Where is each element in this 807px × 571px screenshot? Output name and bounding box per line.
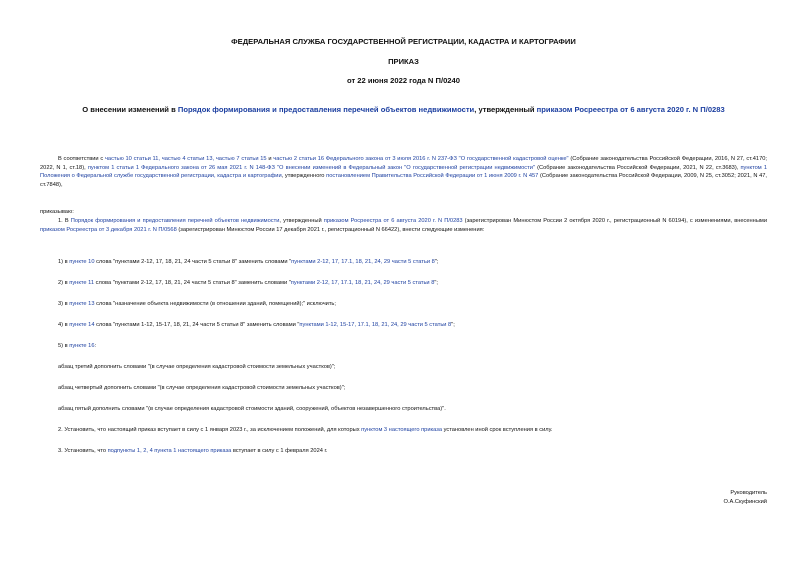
sub1-text-2: слова "пунктами 2-12, 17, 18, 21, 24 части 5 статьи 8" заменить словами " <box>94 259 292 265</box>
preamble-text-4: (Собрание законодательства Российской Федерации, 2021, N 22, ст.3683), <box>534 164 741 171</box>
sub1-link-new-wording[interactable]: пунктами 2-12, 17, 17.1, 18, 21, 24, 29 части 5 статьи 8 <box>291 259 435 265</box>
paragraph-3-addition: абзац третий дополнить словами "(в случае определения кадастровой стоимости земельных участков)"; <box>58 364 336 370</box>
sub2-text-2: слова "пунктами 2-12, 17, 18, 21, 24 части 5 статьи 8" заменить словами " <box>94 280 291 286</box>
sub3-link-point[interactable]: пункте 13 <box>69 301 95 307</box>
subitem-2 <box>58 279 767 288</box>
item2-link-point-3[interactable]: пунктом 3 настоящего приказа <box>361 427 442 433</box>
item1-text-3: (зарегистрирован Минюстом России 2 октября 2020 г., регистрационный N 60194), с изменениями, внесенными <box>462 218 767 224</box>
sub1-text-1: 1) в <box>58 259 70 265</box>
sub2-link-new-wording[interactable]: пунктами 2-12, 17, 17.1, 18, 21, 24, 29 части 5 статьи 8 <box>290 280 435 286</box>
item3-text-1: 3. Установить, что <box>58 448 108 454</box>
subitem-5 <box>58 342 767 351</box>
sub5-text-1: 5) в <box>58 343 70 349</box>
item1-link-order-0283[interactable]: приказом Росреестра от 6 августа 2020 г. N П/0283 <box>323 218 463 224</box>
signature-block <box>723 489 767 507</box>
item-2 <box>58 426 767 435</box>
item1-text-2: , утвержденный <box>279 218 324 224</box>
order-word: приказываю: <box>40 209 74 215</box>
preamble-text-5: , утвержденного <box>281 173 327 179</box>
title-prefix: О внесении изменений в <box>82 105 178 114</box>
item-3 <box>58 447 767 456</box>
item2-text-1: 2. Установить, что настоящий приказ вступает в силу с 1 января 2023 г., за исключением положений, для которых <box>58 427 362 433</box>
item1-text-4: (зарегистрирован Минюстом России 17 декабря 2021 г., регистрационный N 66422), внести следующие изменения: <box>176 226 485 233</box>
title-link-procedure[interactable]: Порядок формирования и предоставления перечней объектов недвижимости <box>177 105 475 114</box>
sub3-text-1: 3) в <box>58 301 70 307</box>
preamble-link-resolution-457[interactable]: постановлением Правительства Российской Федерации от 1 июня 2009 г. N 457 <box>326 173 539 179</box>
paragraph-5-addition: абзац пятый дополнить словами "(в случае определения кадастровой стоимости зданий, сооружений, объектов незавершенного строительства)". <box>58 406 446 412</box>
item1-text-1: 1. В <box>58 218 71 224</box>
preamble-link-articles[interactable]: частью 10 статьи 11, частью 4 статьи 13, частью 7 статьи 15 <box>104 156 267 162</box>
item1-link-procedure[interactable]: Порядок формирования и предоставления перечней объектов недвижимости <box>70 218 280 224</box>
subitem-3 <box>58 300 767 309</box>
agency-heading: ФЕДЕРАЛЬНАЯ СЛУЖБА ГОСУДАРСТВЕННОЙ РЕГИСТРАЦИИ, КАДАСТРА И КАРТОГРАФИИ <box>231 37 576 46</box>
paragraph-4-addition: абзац четвертый дополнить словами "(в случае определения кадастровой стоимости земельных участков)"; <box>58 385 346 391</box>
sub1-link-point[interactable]: пункте 10 <box>69 259 95 265</box>
sub4-text-3: "; <box>451 322 455 328</box>
item3-text-2: вступает в силу с 1 февраля 2024 г. <box>231 448 328 454</box>
preamble-text-2: и <box>266 156 274 162</box>
preamble-text-1: В соответствии с <box>58 156 105 162</box>
item1-link-order-0568[interactable]: приказом Росреестра от 3 декабря 2021 г. N П/0568 <box>40 226 177 233</box>
subitem-4 <box>58 321 767 330</box>
item3-link-subpoints[interactable]: подпункты 1, 2, 4 пункта 1 настоящего приказа <box>107 448 232 454</box>
sub1-text-3: "; <box>434 259 439 265</box>
sub3-text-2: слова "назначение объекта недвижимости (в отношении зданий, помещений);" исключить; <box>94 301 336 307</box>
title-link-order-0283[interactable]: приказом Росреестра от 6 августа 2020 г. N П/0283 <box>536 105 725 114</box>
signature-name: О.А.Скуфинский <box>723 499 767 505</box>
sub5-text-2: : <box>94 343 97 349</box>
preamble-link-148fz[interactable]: пунктом 1 статьи 1 Федерального закона от 26 мая 2021 г. N 148-ФЗ "О внесении изменений в Федеральный закон "О государственной регистрации недвижимости" <box>87 164 535 171</box>
sub4-link-new-wording[interactable]: пунктами 1-12, 15-17, 17.1, 18, 21, 24, 29 части 5 статьи 8 <box>299 322 452 328</box>
sub5-link-point[interactable]: пункте 16 <box>69 343 95 349</box>
preamble-link-237fz[interactable]: частью 2 статьи 16 Федерального закона от 3 июля 2016 г. N 237-ФЗ "О государственной кадастровой оценке" <box>273 156 569 162</box>
signature-role: Руководитель <box>730 490 767 496</box>
doc-type: ПРИКАЗ <box>388 57 419 66</box>
subitem-1 <box>58 258 767 267</box>
preamble <box>40 155 767 189</box>
sub4-text-1: 4) в <box>58 322 70 328</box>
sub2-link-point[interactable]: пункте 11 <box>69 280 95 286</box>
preamble-text-3: (Собрание законодательства Российской Федерации, 2016, N 27, ст.4170; 2022, N 1, ст.18), <box>40 156 767 171</box>
preamble-text-6: (Собрание законодательства Российской Федерации, 2009, N 25, ст.3052; 2021, N 47, ст.7848), <box>40 173 767 188</box>
order-title <box>40 104 767 115</box>
sub2-text-3: "; <box>434 280 438 286</box>
preamble-link-regulation[interactable]: пунктом 1 Положения о Федеральной службе государственной регистрации, кадастра и картографии <box>40 164 768 179</box>
sub2-text-1: 2) в <box>58 280 70 286</box>
sub4-link-point[interactable]: пункте 14 <box>69 322 95 328</box>
title-middle: , утвержденный <box>474 105 537 114</box>
date-number: от 22 июня 2022 года N П/0240 <box>347 76 460 85</box>
sub4-text-2: слова "пунктами 1-12, 15-17, 18, 21, 24 части 5 статьи 8" заменить словами " <box>94 322 300 328</box>
item2-text-2: установлен иной срок вступления в силу. <box>442 427 553 433</box>
item-1 <box>40 217 767 234</box>
